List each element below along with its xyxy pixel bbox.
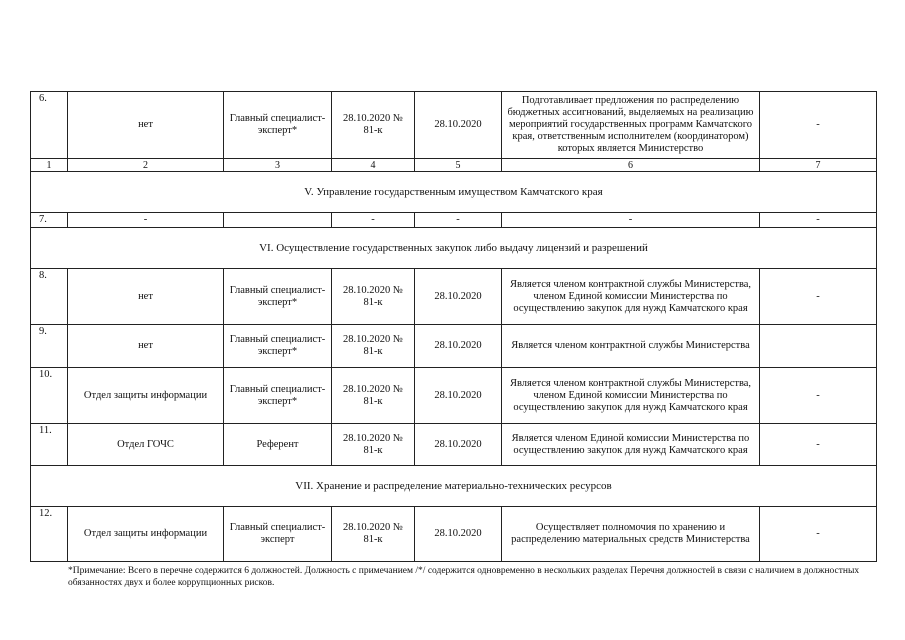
position-name: Главный специалист-эксперт* <box>224 368 332 424</box>
section-title: VI. Осуществление государственных закупок либо выдачу лицензий и разрешений <box>31 228 877 269</box>
remark: - <box>760 92 877 159</box>
order-ref: 28.10.2020 № 81-к <box>332 92 415 159</box>
row-number: 12. <box>31 507 68 562</box>
column-number: 2 <box>68 159 224 172</box>
section-title: V. Управление государственным имуществом Камчатского края <box>31 172 877 213</box>
function-text: Является членом Единой комиссии Министерства по осуществлению закупок для нужд Камчатского края <box>502 424 760 466</box>
table-row <box>31 507 877 562</box>
unit-name: нет <box>68 325 224 368</box>
column-number: 1 <box>31 159 68 172</box>
row-number: 11. <box>31 424 68 466</box>
section-title: VII. Хранение и распределение материально-технических ресурсов <box>31 466 877 507</box>
order-ref: 28.10.2020 № 81-к <box>332 368 415 424</box>
position-name: Референт <box>224 424 332 466</box>
position-name <box>224 213 332 228</box>
row-number: 8. <box>31 269 68 325</box>
function-text: - <box>502 213 760 228</box>
remark: - <box>760 368 877 424</box>
unit-name: Отдел защиты информации <box>68 507 224 562</box>
remark <box>760 325 877 368</box>
row-number: 7. <box>31 213 68 228</box>
order-ref: 28.10.2020 № 81-к <box>332 269 415 325</box>
remark: - <box>760 424 877 466</box>
function-text: Подготавливает предложения по распределению бюджетных ассигнований, выделяемых на реализацию мероприятий государственных программ Камчатского края, ответственным исполнителем (координатором) которых является Министерство <box>502 92 760 159</box>
order-date: 28.10.2020 <box>415 368 502 424</box>
position-name: Главный специалист-эксперт* <box>224 325 332 368</box>
unit-name: нет <box>68 269 224 325</box>
table-row <box>31 92 877 159</box>
unit-name: Отдел защиты информации <box>68 368 224 424</box>
column-number: 7 <box>760 159 877 172</box>
table-row <box>31 424 877 466</box>
positions-table <box>30 91 877 562</box>
function-text: Осуществляет полномочия по хранению и распределению материальных средств Министерства <box>502 507 760 562</box>
unit-name: нет <box>68 92 224 159</box>
order-ref: 28.10.2020 № 81-к <box>332 424 415 466</box>
order-date: 28.10.2020 <box>415 325 502 368</box>
unit-name: - <box>68 213 224 228</box>
function-text: Является членом контрактной службы Министерства, членом Единой комиссии Министерства по осуществлению закупок для нужд Камчатского края <box>502 368 760 424</box>
table-row <box>31 368 877 424</box>
order-ref: - <box>332 213 415 228</box>
order-date: 28.10.2020 <box>415 507 502 562</box>
column-number: 3 <box>224 159 332 172</box>
position-name: Главный специалист-эксперт* <box>224 269 332 325</box>
order-date: 28.10.2020 <box>415 269 502 325</box>
remark: - <box>760 269 877 325</box>
row-number: 6. <box>31 92 68 159</box>
section-row <box>31 466 877 507</box>
section-row <box>31 228 877 269</box>
column-number-row <box>31 159 877 172</box>
table-row <box>31 269 877 325</box>
unit-name: Отдел ГОЧС <box>68 424 224 466</box>
row-number: 10. <box>31 368 68 424</box>
position-name: Главный специалист-эксперт <box>224 507 332 562</box>
function-text: Является членом контрактной службы Министерства <box>502 325 760 368</box>
document-table-area <box>30 91 876 562</box>
order-date: - <box>415 213 502 228</box>
section-row <box>31 172 877 213</box>
table-row <box>31 325 877 368</box>
column-number: 4 <box>332 159 415 172</box>
order-date: 28.10.2020 <box>415 424 502 466</box>
column-number: 5 <box>415 159 502 172</box>
column-number: 6 <box>502 159 760 172</box>
table-row <box>31 213 877 228</box>
function-text: Является членом контрактной службы Министерства, членом Единой комиссии Министерства по осуществлению закупок для нужд Камчатского края <box>502 269 760 325</box>
row-number: 9. <box>31 325 68 368</box>
remark: - <box>760 507 877 562</box>
remark: - <box>760 213 877 228</box>
footnote: *Примечание: Всего в перечне содержится 6 должностей. Должность с примечанием /*/ содержится одновременно в нескольких разделах Перечня должностей в связи с наличием в должностных обязанностях двух и более коррупционных рисков. <box>68 566 860 588</box>
order-ref: 28.10.2020 № 81-к <box>332 325 415 368</box>
order-ref: 28.10.2020 № 81-к <box>332 507 415 562</box>
position-name: Главный специалист-эксперт* <box>224 92 332 159</box>
order-date: 28.10.2020 <box>415 92 502 159</box>
